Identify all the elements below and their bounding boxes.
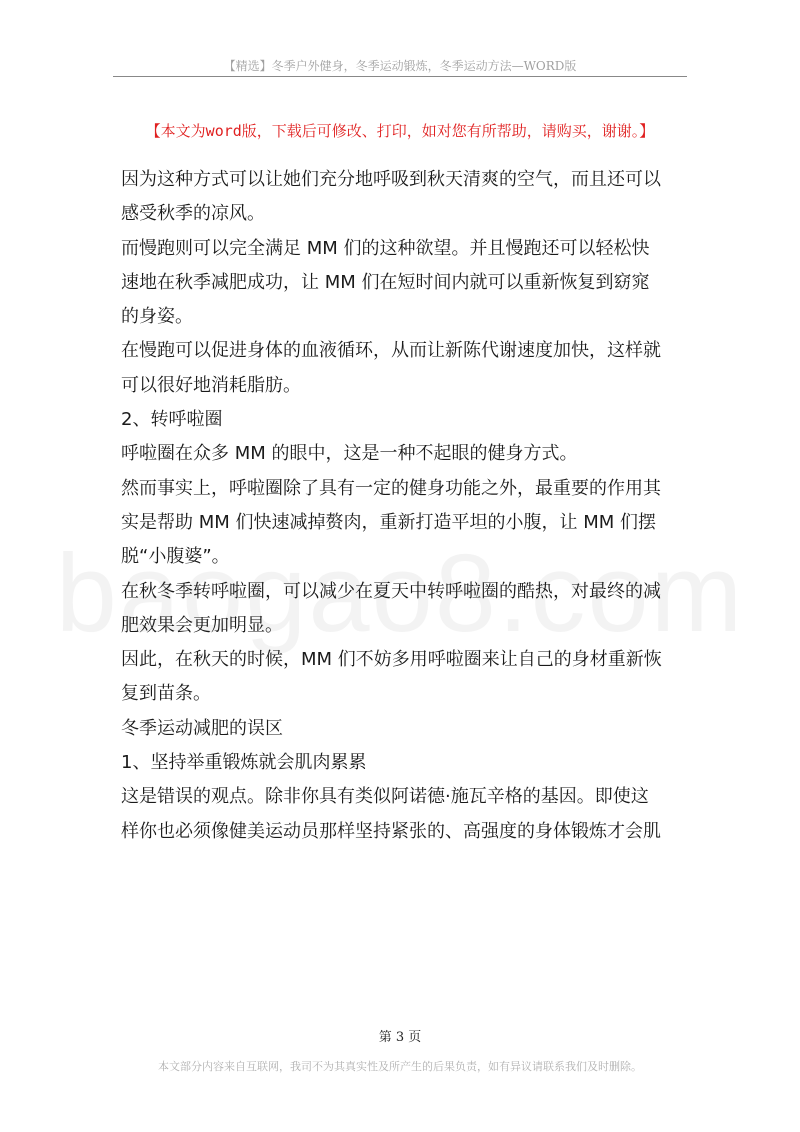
text-line: 的身姿。 xyxy=(121,306,193,328)
text-line: 脱“小腹婆”。 xyxy=(121,546,230,568)
text-line: 样你也必须像健美运动员那样坚持紧张的、高强度的身体锻炼才会肌 xyxy=(121,820,661,842)
text-line: 因此，在秋天的时候，MM 们不妨多用呼啦圈来让自己的身材重新恢 xyxy=(121,649,662,671)
section-heading: 冬季运动减肥的误区 xyxy=(121,717,283,739)
text-line: 呼啦圈在众多 MM 的眼中，这是一种不起眼的健身方式。 xyxy=(121,443,578,465)
text-line: 在慢跑可以促进身体的血液循环，从而让新陈代谢速度加快，这样就 xyxy=(121,340,661,362)
document-body xyxy=(121,163,686,849)
text-line: 然而事实上，呼啦圈除了具有一定的健身功能之外，最重要的作用其 xyxy=(121,477,661,499)
text-line: 感受秋季的凉风。 xyxy=(121,203,265,225)
download-notice: 【本文为word版，下载后可修改、打印，如对您有所帮助，请购买，谢谢。】 xyxy=(145,122,655,140)
page-header-title: 【精选】冬季户外健身，冬季运动锻炼，冬季运动方法—WORD版 xyxy=(223,59,577,73)
section-heading: 1、坚持举重锻炼就会肌肉累累 xyxy=(121,752,367,774)
section-heading: 2、转呼啦圈 xyxy=(121,409,223,431)
text-line: 在秋冬季转呼啦圈，可以减少在夏天中转呼啦圈的酷热，对最终的减 xyxy=(121,580,661,602)
text-line: 而慢跑则可以完全满足 MM 们的这种欲望。并且慢跑还可以轻松快 xyxy=(121,237,650,259)
text-line: 实是帮助 MM 们快速减掉赘肉，重新打造平坦的小腹，让 MM 们摆 xyxy=(121,511,657,533)
header-divider xyxy=(113,76,687,77)
page-number: 第 3 页 xyxy=(378,1030,422,1045)
text-line: 这是错误的观点。除非你具有类似阿诺德·施瓦辛格的基因。即使这 xyxy=(121,786,649,808)
text-line: 速地在秋季减肥成功，让 MM 们在短时间内就可以重新恢复到窈窕 xyxy=(121,271,650,293)
page-footer-disclaimer: 本文部分内容来自互联网，我司不为其真实性及所产生的后果负责，如有异议请联系我们及时删除。 xyxy=(158,1060,642,1073)
text-line: 复到苗条。 xyxy=(121,683,211,705)
text-line: 肥效果会更加明显。 xyxy=(121,614,283,636)
text-line: 因为这种方式可以让她们充分地呼吸到秋天清爽的空气，而且还可以 xyxy=(121,169,661,190)
text-line: 可以很好地消耗脂肪。 xyxy=(121,374,301,396)
